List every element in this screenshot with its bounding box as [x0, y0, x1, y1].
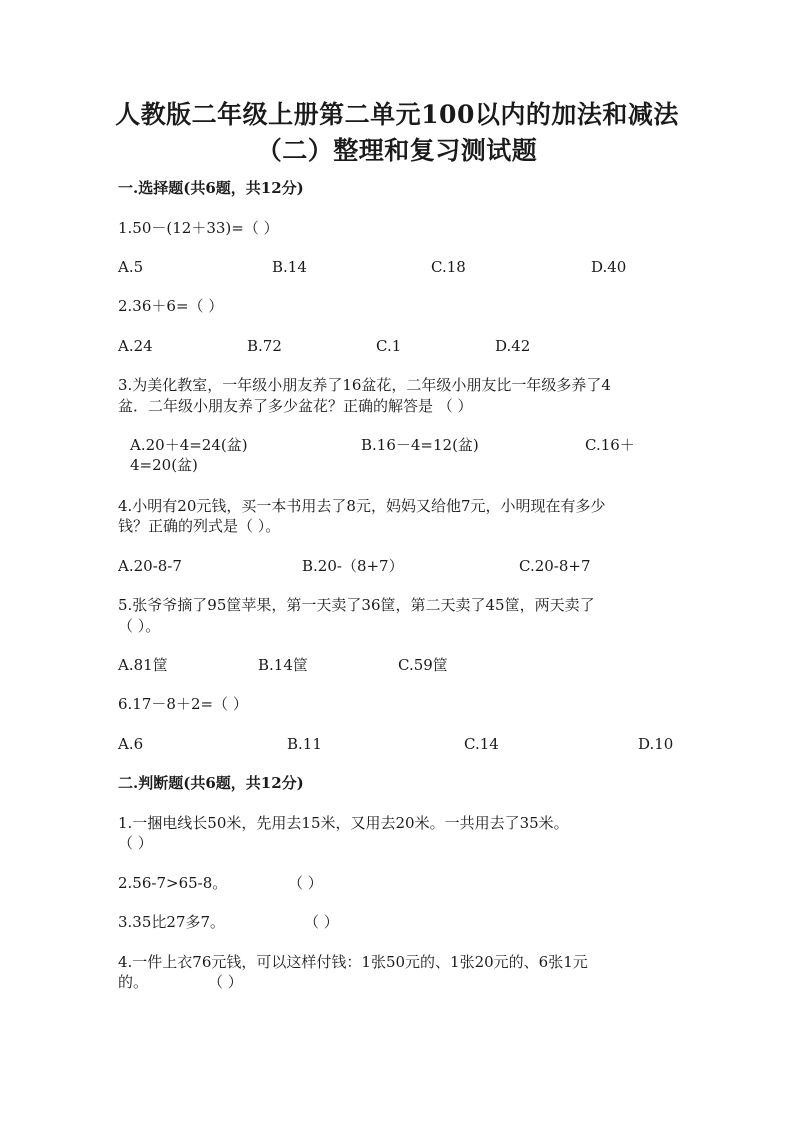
question-5-option-b: B.14筐: [258, 656, 308, 674]
question-1-stem: 1.50－(12＋33)=（ ）: [118, 219, 279, 237]
question-3-option-b: B.16－4=12(盆): [361, 436, 479, 454]
judgement-2-answer-blank: （ ）: [288, 874, 323, 892]
question-2-option-d: D.42: [495, 337, 531, 355]
question-2-option-b: B.72: [247, 337, 282, 355]
judgement-2-text: 2.56-7>65-8。: [118, 874, 228, 892]
judgement-3-text: 3.35比27多7。: [118, 913, 226, 931]
question-5-option-c: C.59筐: [398, 656, 448, 674]
judgement-3-answer-blank: （ ）: [304, 913, 339, 931]
question-4-stem-line2: 钱？正确的列式是（ ）。: [118, 517, 281, 535]
question-2-option-a: A.24: [118, 337, 153, 355]
question-3-stem-line2: 盆．二年级小朋友养了多少盆花？正确的解答是 （ ）: [118, 397, 473, 415]
question-5-option-a: A.81筐: [118, 656, 168, 674]
judgement-4-line1: 4.一件上衣76元钱，可以这样付钱：1张50元的、1张20元的、6张1元: [118, 953, 588, 971]
question-4-option-b: B.20-（8+7）: [302, 557, 404, 575]
section-heading-choice: 一.选择题(共6题，共12分): [118, 179, 304, 197]
page-title-line2: （二）整理和复习测试题: [256, 136, 538, 165]
question-6-option-b: B.11: [287, 735, 322, 753]
question-6-option-c: C.14: [464, 735, 499, 753]
question-3-option-a: A.20＋4=24(盆): [130, 436, 248, 454]
question-3-option-c: C.16＋: [585, 436, 635, 454]
question-4-option-c: C.20-8+7: [519, 557, 591, 575]
judgement-1-line2: （ ）: [118, 834, 153, 852]
question-4-stem-line1: 4.小明有20元钱，买一本书用去了8元，妈妈又给他7元，小明现在有多少: [118, 497, 606, 515]
question-2-stem: 2.36＋6=（ ）: [118, 297, 224, 315]
judgement-4-answer-blank: （ ）: [208, 973, 243, 991]
judgement-4-line2: 的。: [118, 973, 149, 991]
question-3-stem-line1: 3.为美化教室，一年级小朋友养了16盆花，二年级小朋友比一年级多养了4: [118, 376, 611, 394]
question-1-option-b: B.14: [272, 258, 307, 276]
question-3-option-c-continued: 4=20(盆): [130, 456, 198, 474]
question-1-option-a: A.5: [118, 258, 144, 276]
question-5-stem-line2: （ ）。: [118, 617, 161, 635]
question-1-option-d: D.40: [591, 258, 627, 276]
section-heading-judgement: 二.判断题(共6题，共12分): [118, 774, 304, 792]
question-2-option-c: C.1: [376, 337, 402, 355]
question-6-option-d: D.10: [638, 735, 674, 753]
question-6-stem: 6.17－8＋2=（ ）: [118, 695, 248, 713]
question-4-option-a: A.20-8-7: [118, 557, 182, 575]
page-title-line1: 人教版二年级上册第二单元100以内的加法和减法: [115, 100, 679, 129]
question-1-option-c: C.18: [431, 258, 466, 276]
judgement-1-line1: 1.一捆电线长50米，先用去15米，又用去20米。一共用去了35米。: [118, 814, 569, 832]
question-5-stem-line1: 5.张爷爷摘了95筐苹果，第一天卖了36筐，第二天卖了45筐，两天卖了: [118, 596, 595, 614]
question-6-option-a: A.6: [118, 735, 144, 753]
